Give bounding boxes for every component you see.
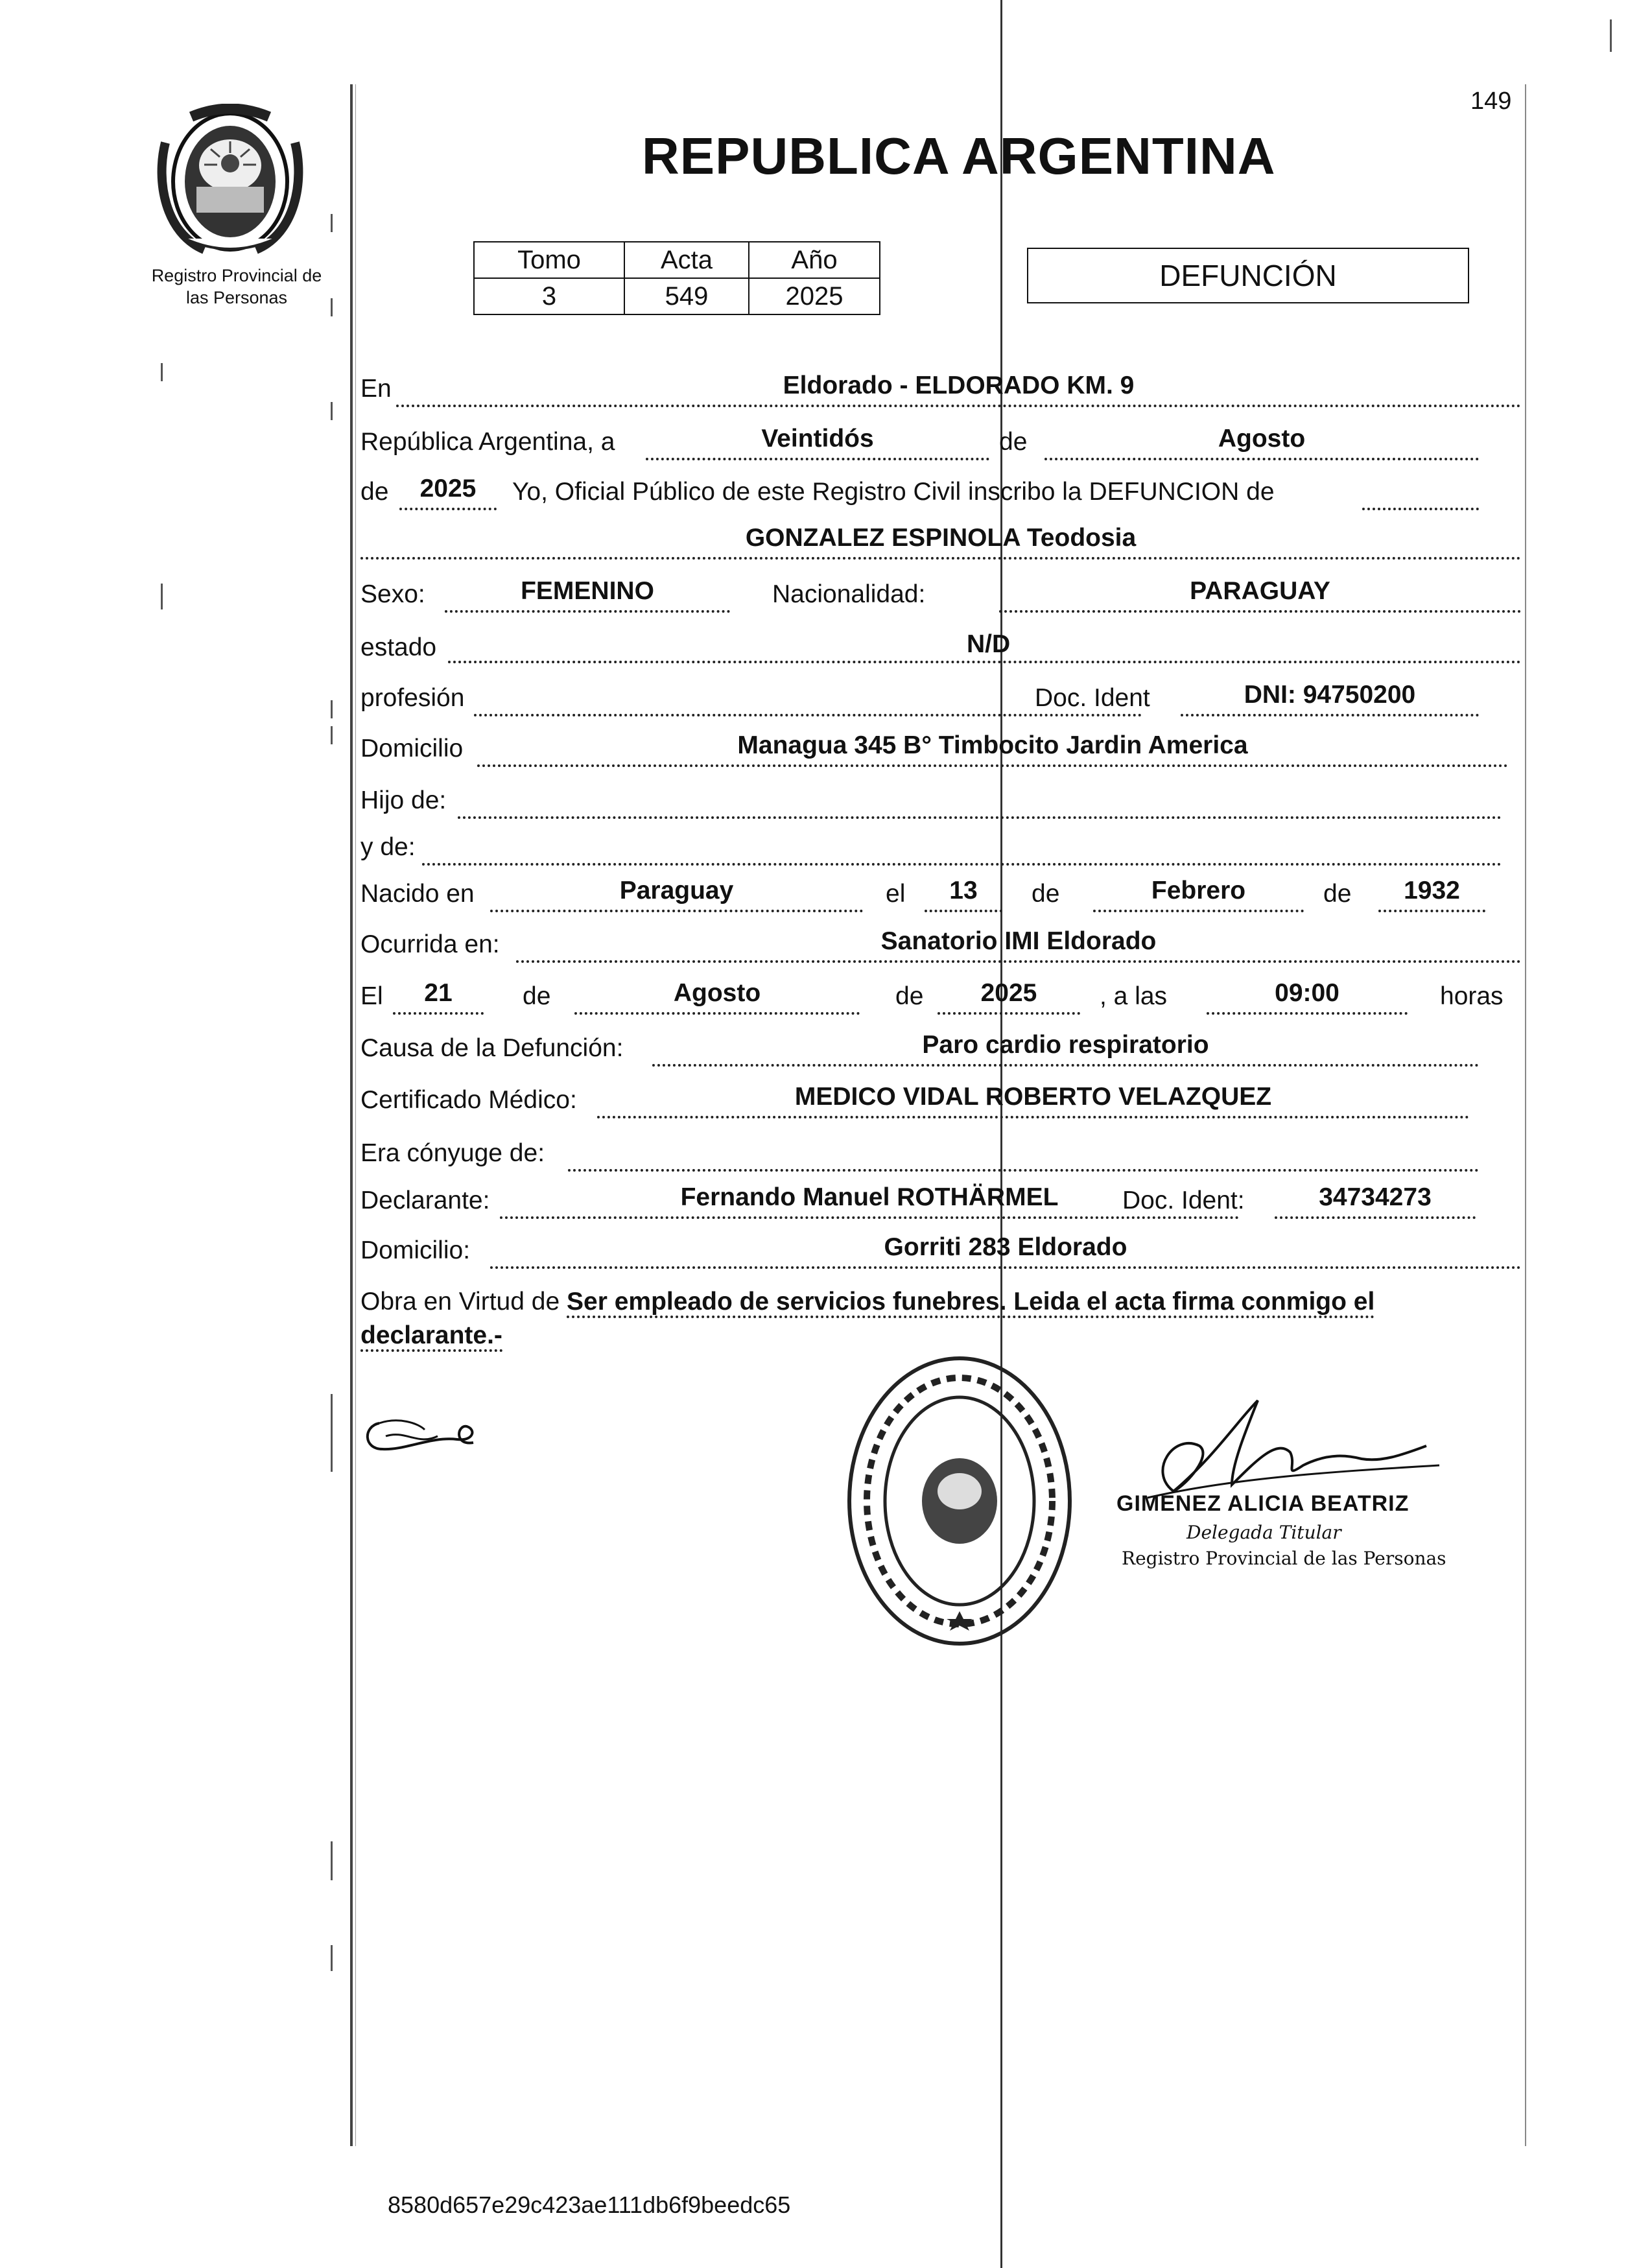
nacido-label: Nacido en	[360, 880, 475, 908]
obra-value: Ser empleado de servicios funebres. Leida el acta firma conmigo el declarante.-	[360, 1288, 1374, 1352]
estado-field: N/D	[448, 630, 1521, 663]
decl-doc-label: Doc. Ident:	[1122, 1187, 1245, 1214]
tomo-value: 3	[474, 278, 624, 314]
domicilio-label: Domicilio	[360, 735, 464, 762]
def-anio-field: 2025	[938, 978, 1080, 1015]
row-causa	[360, 1031, 1521, 1073]
causa-label: Causa de la Defunción:	[360, 1034, 624, 1062]
margin-mark	[331, 1945, 333, 1971]
record-type-box: DEFUNCIÓN	[1027, 248, 1469, 303]
y-de-field	[422, 829, 1502, 866]
el-label: el	[886, 880, 906, 908]
conyuge-field	[568, 1135, 1479, 1172]
profesion-label: profesión	[360, 684, 465, 712]
certificado-field: MEDICO VIDAL ROBERTO VELAZQUEZ	[597, 1082, 1469, 1118]
row-domicilio	[360, 731, 1521, 774]
y-de-label: y de:	[360, 833, 416, 861]
def-mes-field: Agosto	[574, 978, 860, 1015]
row-hijo	[360, 786, 1521, 825]
margin-mark	[331, 1394, 333, 1472]
anio-prefix-label: de	[360, 478, 389, 506]
republica-label: República Argentina, a	[360, 428, 615, 456]
row-sexo	[360, 577, 1521, 619]
nacido-lugar-field: Paraguay	[490, 876, 863, 912]
acta-header: Acta	[624, 242, 749, 278]
official-role: Delegada Titular	[1186, 1522, 1341, 1543]
decl-domicilio-label: Domicilio:	[360, 1236, 471, 1264]
registry-caption-line2: las Personas	[185, 288, 288, 307]
anio-header: Año	[749, 242, 880, 278]
scan-line-left-inner	[355, 84, 356, 2146]
obra-paragraph	[360, 1285, 1521, 1353]
margin-mark	[161, 363, 163, 381]
nacido-de2-label: de	[1323, 880, 1352, 908]
sexo-label: Sexo:	[360, 580, 425, 608]
causa-field: Paro cardio respiratorio	[652, 1030, 1479, 1067]
dia-texto-field: Veintidós	[646, 424, 989, 460]
tomo-header: Tomo	[474, 242, 624, 278]
doc-ident-label: Doc. Ident	[1035, 684, 1150, 712]
record-table-values	[474, 278, 880, 314]
nacido-de1-label: de	[1032, 880, 1060, 908]
sexo-field: FEMENINO	[445, 576, 730, 613]
nacido-mes-field: Febrero	[1093, 876, 1304, 912]
record-table-header	[474, 242, 880, 278]
conyuge-label: Era cónyuge de:	[360, 1139, 545, 1167]
row-estado	[360, 630, 1521, 672]
page-title: REPUBLICA ARGENTINA	[642, 127, 1276, 185]
row-nacido	[360, 877, 1521, 919]
nombre-field: GONZALEZ ESPINOLA Teodosia	[360, 523, 1521, 560]
obra-label: Obra en Virtud de	[360, 1288, 560, 1316]
official-signature-icon	[1135, 1394, 1446, 1504]
estado-label: estado	[360, 633, 437, 661]
def-de2-label: de	[895, 982, 924, 1010]
margin-mark	[331, 1841, 333, 1880]
el-def-label: El	[360, 982, 383, 1010]
hijo-field	[458, 783, 1502, 819]
nacido-dia-field: 13	[925, 876, 1002, 912]
a-las-label: , a las	[1100, 982, 1168, 1010]
row-nombre	[360, 524, 1521, 566]
margin-mark	[1610, 19, 1612, 52]
row-y-de	[360, 833, 1521, 872]
margin-mark	[331, 214, 333, 232]
margin-mark	[161, 584, 163, 609]
page-number: 149	[1470, 88, 1512, 115]
doc-ident-field: DNI: 94750200	[1181, 680, 1479, 716]
registry-seal-icon	[843, 1352, 1076, 1650]
row-en	[360, 372, 1521, 414]
declarant-signature-icon	[360, 1410, 490, 1462]
margin-mark	[331, 726, 333, 744]
yo-text: Yo, Oficial Público de este Registro Civil inscribo la DEFUNCION de	[512, 478, 1275, 506]
nacionalidad-field: PARAGUAY	[999, 576, 1521, 613]
acta-value: 549	[624, 278, 749, 314]
scan-line-middle	[1000, 0, 1002, 2268]
declarante-label: Declarante:	[360, 1187, 490, 1214]
row-conyuge	[360, 1139, 1521, 1178]
registry-caption	[139, 265, 334, 309]
def-hora-field: 09:00	[1207, 978, 1408, 1015]
row-ocurrida	[360, 927, 1521, 969]
certificado-label: Certificado Médico:	[360, 1086, 577, 1114]
official-name: GIMENEZ ALICIA BEATRIZ	[1116, 1491, 1410, 1516]
def-dia-field: 21	[393, 978, 484, 1015]
ocurrida-label: Ocurrida en:	[360, 930, 500, 958]
scan-line-right	[1525, 84, 1526, 2146]
anio-value: 2025	[749, 278, 880, 314]
row-certificado	[360, 1083, 1521, 1125]
row-decl-domicilio	[360, 1233, 1521, 1275]
decl-domicilio-field: Gorriti 283 Eldorado	[490, 1233, 1521, 1269]
yo-trailing-field	[1362, 474, 1479, 510]
nacido-anio-field: 1932	[1378, 876, 1485, 912]
def-de1-label: de	[523, 982, 551, 1010]
misiones-crest-icon	[152, 104, 308, 259]
de-label: de	[999, 428, 1028, 456]
row-anio	[360, 475, 1521, 517]
decl-doc-field: 34734273	[1275, 1183, 1476, 1219]
horas-label: horas	[1440, 982, 1504, 1010]
row-fecha	[360, 425, 1521, 467]
document-hash: 8580d657e29c423ae111db6f9beedc65	[388, 2191, 791, 2218]
record-table	[473, 241, 880, 315]
declarante-field: Fernando Manuel ROTHÄRMEL	[500, 1183, 1239, 1219]
registry-caption-line1: Registro Provincial de	[151, 266, 322, 285]
row-profesion	[360, 681, 1521, 723]
hijo-label: Hijo de:	[360, 786, 447, 814]
official-office: Registro Provincial de las Personas	[1122, 1548, 1446, 1569]
nacionalidad-label: Nacionalidad:	[772, 580, 926, 608]
en-field: Eldorado - ELDORADO KM. 9	[396, 371, 1521, 407]
margin-mark	[331, 402, 333, 420]
en-label: En	[360, 375, 392, 403]
row-declarante	[360, 1183, 1521, 1225]
margin-mark	[331, 700, 333, 718]
row-fecha-defuncion	[360, 979, 1521, 1021]
domicilio-field: Managua 345 B° Timbocito Jardin America	[477, 731, 1508, 767]
anio-field: 2025	[399, 474, 497, 510]
mes-field: Agosto	[1044, 424, 1479, 460]
ocurrida-field: Sanatorio IMI Eldorado	[516, 927, 1521, 963]
scan-line-left	[350, 84, 353, 2146]
